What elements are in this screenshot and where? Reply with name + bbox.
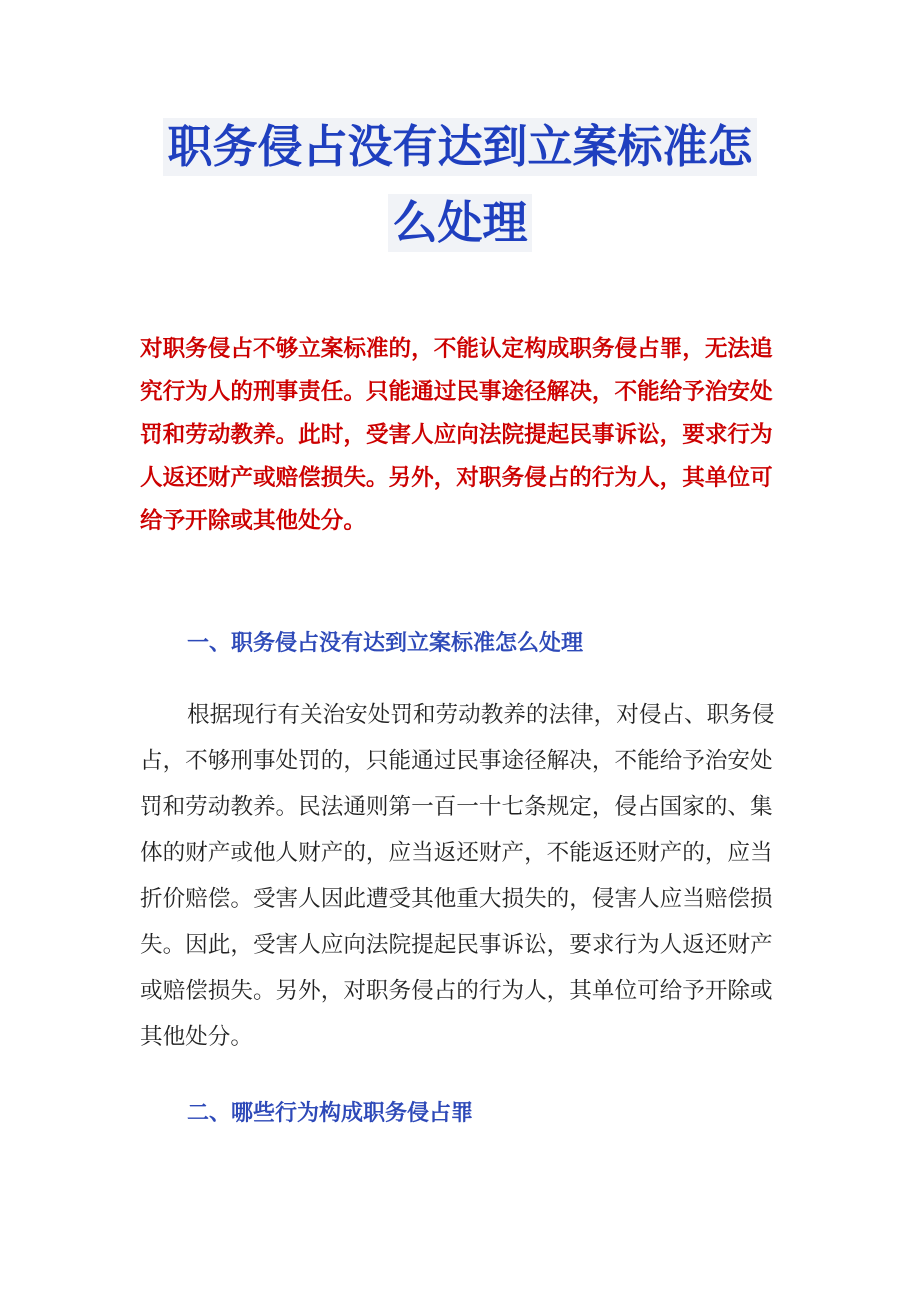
document-title <box>140 118 780 252</box>
section-1-body: 根据现行有关治安处罚和劳动教养的法律，对侵占、职务侵占，不够刑事处罚的，只能通过民事途径解决，不能给予治安处罚和劳动教养。民法通则第一百一十七条规定，侵占国家的、集体的财产或他人财产的，应当返还财产，不能返还财产的，应当折价赔偿。受害人因此遭受其他重大损失的，侵害人应当赔偿损失。因此，受害人应向法院提起民事诉讼，要求行为人返还财产或赔偿损失。另外，对职务侵占的行为人，其单位可给予开除或其他处分。 <box>140 702 775 1050</box>
section-2-heading: 二、哪些行为构成职务侵占罪 <box>187 1101 474 1126</box>
intro-paragraph: 对职务侵占不够立案标准的，不能认定构成职务侵占罪，无法追究行为人的刑事责任。只能通过民事途径解决，不能给予治安处罚和劳动教养。此时，受害人应向法院提起民事诉讼，要求行为人返还财产或赔偿损失。另外，对职务侵占的行为人，其单位可给予开除或其他处分。 <box>140 336 773 534</box>
section-1-heading: 一、职务侵占没有达到立案标准怎么处理 <box>187 631 584 656</box>
title-line-2: 么处理 <box>388 194 531 252</box>
title-line-1: 职务侵占没有达到立案标准怎 <box>163 118 756 176</box>
